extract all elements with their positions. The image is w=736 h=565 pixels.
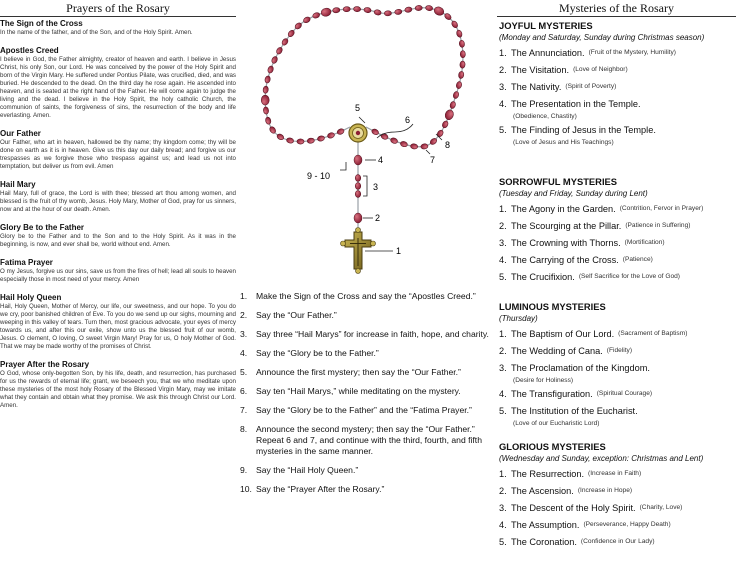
mystery-name: The Institution of the Eucharist. [511, 406, 638, 416]
prayer-hail-mary [0, 180, 236, 214]
step-text: Say the “Glory be to the Father.” [256, 348, 379, 358]
group-days: (Thursday) [499, 314, 538, 323]
our-father-bead [354, 213, 362, 223]
prayer-heading: Hail Holy Queen [0, 293, 62, 302]
mystery-name: The Presentation in the Temple. [511, 99, 641, 109]
step-text: Say the “Our Father.” [256, 310, 337, 320]
mystery-number: 3. [499, 363, 507, 373]
mystery-fruit: (Fidelity) [606, 347, 633, 354]
hail-mary-bead [297, 139, 304, 144]
mysteries-title: Mysteries of the Rosary [559, 1, 674, 15]
hail-mary-bead [343, 6, 350, 12]
mystery-item [499, 98, 736, 121]
hail-mary-bead [355, 191, 361, 198]
mystery-item [499, 254, 736, 266]
hail-mary-bead [307, 138, 315, 144]
step-number: 3. [240, 329, 248, 339]
step-text: Say the “Glory be to the Father” and the “Fatima Prayer.” [256, 405, 472, 415]
mystery-number: 5. [499, 125, 507, 135]
mystery-fruit: (Love of Jesus and His Teachings) [513, 139, 614, 146]
hail-mary-bead [265, 117, 272, 125]
hail-mary-bead [452, 91, 459, 99]
mystery-fruit: (Obedience, Chastity) [513, 113, 577, 120]
prayer-heading: Prayer After the Rosary [0, 360, 90, 369]
hail-mary-bead [404, 6, 412, 13]
prayer-heading: Hail Mary [0, 180, 36, 189]
mystery-fruit: (Contrition, Fervor in Prayer) [619, 205, 704, 212]
hail-mary-bead [276, 133, 285, 141]
our-father-bead [433, 5, 445, 16]
mystery-number: 2. [499, 346, 507, 356]
mystery-number: 1. [499, 204, 507, 214]
prayer-heading: Our Father [0, 129, 41, 138]
mystery-name: The Assumption. [511, 520, 580, 530]
step-7 [240, 405, 492, 416]
step-2 [240, 310, 492, 321]
group-title: JOYFUL MYSTERIES [499, 20, 593, 31]
joyful-mysteries [499, 20, 736, 150]
mystery-fruit: (Charity, Love) [639, 504, 683, 511]
hail-mary-bead [312, 12, 321, 19]
diagram-label-8: 8 [445, 140, 451, 150]
diagram-label-9-10: 9 - 10 [307, 171, 331, 181]
mystery-fruit: (Love of our Eucharistic Lord) [513, 420, 600, 427]
prayer-heading: Apostles Creed [0, 46, 59, 55]
our-father-bead [444, 109, 455, 121]
hail-mary-bead [420, 143, 428, 149]
rosary-chain [265, 8, 463, 228]
mystery-name: The Annunciation. [511, 48, 585, 58]
mystery-number: 1. [499, 469, 507, 479]
mystery-fruit: (Patience in Suffering) [625, 222, 691, 229]
step-number: 2. [240, 310, 248, 320]
mystery-item [499, 220, 736, 232]
mystery-name: The Descent of the Holy Spirit. [511, 503, 636, 513]
luminous-mysteries [499, 301, 736, 431]
step-1 [240, 291, 492, 302]
hail-mary-bead [275, 46, 283, 55]
hail-mary-bead [384, 10, 391, 16]
mystery-fruit: (Sacrament of Baptism) [618, 330, 688, 337]
prayer-heading: The Sign of the Cross [0, 19, 83, 28]
hail-mary-bead [451, 20, 459, 29]
hail-mary-bead [425, 5, 433, 11]
sorrowful-mysteries [499, 176, 736, 288]
mystery-item [499, 362, 736, 385]
mystery-name: The Proclamation of the Kingdom. [511, 363, 650, 373]
mystery-number: 4. [499, 99, 507, 109]
hail-mary-bead [458, 71, 464, 79]
crucifix-icon [341, 228, 376, 274]
hail-mary-bead [374, 9, 382, 16]
prayer-text: Glory be to the Father and to the Son and to the Holy Spirit. As it was in the beginning, is now, and ever shall be, world without end. Amen. [0, 233, 236, 248]
mystery-name: The Transfiguration. [511, 389, 593, 399]
diagram-label-5: 5 [355, 103, 361, 113]
rosary-steps [240, 291, 492, 503]
prayer-fatima [0, 258, 236, 284]
mystery-fruit: (Mortification) [624, 239, 665, 246]
mystery-item [499, 405, 736, 428]
step-text: Say three “Hail Marys” for increase in faith, hope, and charity. [256, 329, 489, 339]
mystery-name: The Wedding of Cana. [511, 346, 603, 356]
step-number: 4. [240, 348, 248, 358]
diagram-label-7: 7 [430, 155, 436, 165]
step-text: Announce the first mystery; then say the “Our Father.” [256, 367, 461, 377]
mystery-number: 2. [499, 221, 507, 231]
group-days: (Wednesday and Sunday, exception: Christmas and Lent) [499, 454, 704, 463]
mystery-item [499, 502, 736, 514]
hail-mary-bead [355, 183, 361, 190]
mystery-item [499, 64, 736, 76]
mystery-name: The Nativity. [511, 82, 562, 92]
hail-mary-bead [336, 128, 345, 136]
step-6 [240, 386, 492, 397]
mystery-item [499, 519, 736, 531]
hail-mary-bead [267, 65, 274, 74]
mystery-item [499, 345, 736, 357]
mystery-number: 5. [499, 272, 507, 282]
prayer-heading: Glory Be to the Father [0, 223, 85, 232]
mystery-fruit: (Increase in Faith) [588, 470, 642, 477]
mystery-fruit: (Spiritual Courage) [596, 390, 653, 397]
step-4 [240, 348, 492, 359]
step-text: Make the Sign of the Cross and say the “Apostles Creed.” [256, 291, 476, 301]
rosary-beads [261, 5, 465, 223]
step-text: Say the “Hail Holy Queen.” [256, 465, 359, 475]
mystery-name: The Crowning with Thorns. [511, 238, 621, 248]
mystery-name: The Crucifixion. [511, 272, 575, 282]
hail-mary-bead [271, 56, 279, 65]
mystery-item [499, 271, 736, 283]
hail-mary-bead [263, 107, 269, 115]
mystery-name: The Resurrection. [511, 469, 585, 479]
prayer-list [0, 17, 236, 410]
hail-mary-bead [400, 141, 408, 148]
prayer-text: Hail Mary, full of grace, the Lord is with thee; blessed art thou among women, and blessed is the fruit of thy womb, Jesus. Holy Mary, Mother of God, pray for us sinners, now and at the hour of our death. Amen. [0, 190, 236, 213]
mystery-fruit: (Spirit of Poverty) [565, 83, 617, 90]
hail-mary-bead [410, 143, 418, 149]
hail-mary-bead [459, 40, 465, 48]
step-9 [240, 465, 492, 476]
mystery-item [499, 536, 736, 548]
diagram-label-2: 2 [375, 213, 381, 223]
step-number: 1. [240, 291, 248, 301]
prayer-text: Our Father, who art in heaven, hallowed be thy name; thy kingdom come; thy will be done on earth as it is in heaven. Give us this day our daily bread; and forgive us our trespasses as we forgive those who trespass against us; and lead us not into temptation, but deliver us from evil. Amen [0, 139, 236, 170]
prayers-column [0, 0, 236, 565]
hail-mary-bead [286, 137, 294, 144]
prayer-glory-be [0, 223, 236, 249]
step-number: 9. [240, 465, 248, 475]
hail-mary-bead [332, 7, 340, 13]
hail-mary-bead [449, 101, 456, 109]
diagram-label-1: 1 [396, 246, 402, 256]
mystery-item [499, 388, 736, 400]
prayer-our-father [0, 129, 236, 171]
step-8 [240, 424, 492, 457]
hail-mary-bead [353, 6, 360, 12]
group-title: LUMINOUS MYSTERIES [499, 301, 606, 312]
hail-mary-bead [460, 61, 466, 69]
hail-mary-bead [441, 120, 449, 129]
mystery-number: 1. [499, 329, 507, 339]
mystery-fruit: (Confidence in Our Lady) [580, 538, 655, 545]
hail-mary-bead [263, 86, 269, 94]
mystery-name: The Ascension. [511, 486, 574, 496]
hail-mary-bead [371, 128, 380, 136]
step-5 [240, 367, 492, 378]
mystery-name: The Finding of Jesus in the Temple. [511, 125, 656, 135]
mystery-number: 4. [499, 520, 507, 530]
mystery-fruit: (Perseverance, Happy Death) [583, 521, 671, 528]
mystery-number: 5. [499, 537, 507, 547]
step-3 [240, 329, 492, 340]
prayer-text: O my Jesus, forgive us our sins, save us from the fires of hell; lead all souls to heaven especially those in most need of your mercy. Amen [0, 268, 236, 283]
mystery-fruit: (Increase in Hope) [577, 487, 633, 494]
mystery-name: The Agony in the Garden. [511, 204, 616, 214]
group-days: (Monday and Saturday, Sunday during Christmas season) [499, 33, 705, 42]
mystery-name: The Scourging at the Pillar. [511, 221, 622, 231]
diagram-label-4: 4 [378, 155, 384, 165]
mystery-number: 2. [499, 486, 507, 496]
step-10 [240, 484, 492, 495]
our-father-bead [320, 7, 332, 17]
hail-mary-bead [302, 16, 311, 24]
mystery-name: The Coronation. [511, 537, 577, 547]
hail-mary-bead [364, 7, 372, 13]
mystery-item [499, 203, 736, 215]
group-title: GLORIOUS MYSTERIES [499, 441, 606, 452]
our-father-bead [261, 95, 269, 105]
rosary-diagram [236, 0, 490, 288]
hail-mary-bead [456, 29, 463, 38]
centerpiece-medal-icon [349, 124, 367, 142]
step-text: Say the “Prayer After the Rosary.” [256, 484, 385, 494]
mystery-item [499, 328, 736, 340]
prayer-text: I believe in God, the Father almighty, creator of heaven and earth. I believe in Jesus Christ, his only Son, our Lord. He was conceived by the power of the Holy Spirit and born of the Virgin Mary. He suffered under Pontius Pilate, was crucified, died, and was buried. He descended to the dead. On the third day he rose again. He ascended into heaven, and is seated at the right hand of the Father. He will come again to judge the living and the dead. I believe in the Holy Spirit, the holy catholic Church, the communion of saints, the forgiveness of sins, the resurrection of the body and life everlasting. Amen. [0, 56, 236, 119]
hail-mary-bead [327, 132, 336, 139]
hail-mary-bead [355, 175, 361, 182]
mystery-number: 4. [499, 255, 507, 265]
mystery-name: The Visitation. [511, 65, 570, 75]
mystery-fruit: (Fruit of the Mystery, Humility) [588, 49, 677, 56]
step-number: 8. [240, 424, 248, 434]
mystery-number: 3. [499, 82, 507, 92]
mystery-number: 2. [499, 65, 507, 75]
mystery-number: 3. [499, 503, 507, 513]
mystery-item [499, 468, 736, 480]
prayer-hail-holy-queen [0, 293, 236, 351]
hail-mary-bead [394, 9, 402, 16]
mystery-item [499, 124, 736, 147]
mystery-fruit: (Desire for Holiness) [513, 377, 574, 384]
group-title: SORROWFUL MYSTERIES [499, 176, 618, 187]
hail-mary-bead [390, 137, 399, 145]
mystery-item [499, 47, 736, 59]
mystery-item [499, 485, 736, 497]
prayer-after-the-rosary [0, 360, 236, 410]
glorious-mysteries [499, 441, 736, 553]
mystery-number: 1. [499, 48, 507, 58]
prayer-apostles-creed [0, 46, 236, 120]
group-days: (Tuesday and Friday, Sunday during Lent) [499, 189, 648, 198]
prayer-text: O God, whose only-begotten Son, by his life, death, and resurrection, has purchased for us the rewards of eternal life; grant, we beseech you, that we who meditate upon these mysteries of the most holy Rosary of the Blessed Virgin Mary, may we imitate what they contain and obtain what they promise. We ask this through Christ our Lord. Amen. [0, 370, 236, 409]
mystery-number: 4. [499, 389, 507, 399]
hail-mary-bead [460, 51, 465, 58]
mystery-fruit: (Patience) [622, 256, 653, 263]
mystery-number: 5. [499, 406, 507, 416]
mystery-name: The Carrying of the Cross. [511, 255, 619, 265]
step-text: Announce the second mystery; then say the “Our Father.” Repeat 6 and 7, and continue with the third, fourth, and fifth mysteries in the same manner. [256, 424, 482, 456]
mystery-item [499, 237, 736, 249]
prayer-text: In the name of the father, and of the Son, and of the Holy Spirit. Amen. [0, 29, 193, 36]
mystery-name: The Baptism of Our Lord. [511, 329, 615, 339]
diagram-label-6: 6 [405, 115, 411, 125]
hail-mary-bead [264, 75, 271, 83]
mystery-number: 3. [499, 238, 507, 248]
mystery-fruit: (Love of Neighbor) [573, 66, 628, 73]
hail-mary-bead [281, 37, 289, 46]
prayer-sign-of-the-cross [0, 19, 236, 37]
mystery-fruit: (Self Sacrifice for the Love of God) [578, 273, 680, 280]
prayer-text: Hail, Holy Queen, Mother of Mercy, our life, our sweetness, and our hope. To you do we cry, poor banished children of Eve. To you do we send up our sighs, mourning and weeping in this valley of tears. Turn then, most gracious advocate, your eyes of mercy towards us, and after this our exile, show unto us the blessed fruit of our womb, Jesus. O clement, O loving, O sweet Virgin Mary! Pray for us, O holy Mother of God. That we may be made worthy of the promises of Christ. [0, 303, 236, 350]
prayers-title: Prayers of the Rosary [66, 1, 170, 15]
hail-mary-bead [456, 81, 463, 89]
step-number: 7. [240, 405, 248, 415]
step-number: 5. [240, 367, 248, 377]
glory-be-bead [354, 155, 362, 165]
hail-mary-bead [317, 135, 325, 142]
step-text: Say ten “Hail Marys,” while meditating on the mystery. [256, 386, 461, 396]
step-number: 6. [240, 386, 248, 396]
step-number: 10. [240, 484, 252, 494]
diagram-label-3: 3 [373, 182, 379, 192]
mystery-item [499, 81, 736, 93]
prayer-heading: Fatima Prayer [0, 258, 53, 267]
hail-mary-bead [415, 5, 423, 11]
mysteries-title-rule [497, 16, 736, 17]
mysteries-column [497, 0, 736, 565]
